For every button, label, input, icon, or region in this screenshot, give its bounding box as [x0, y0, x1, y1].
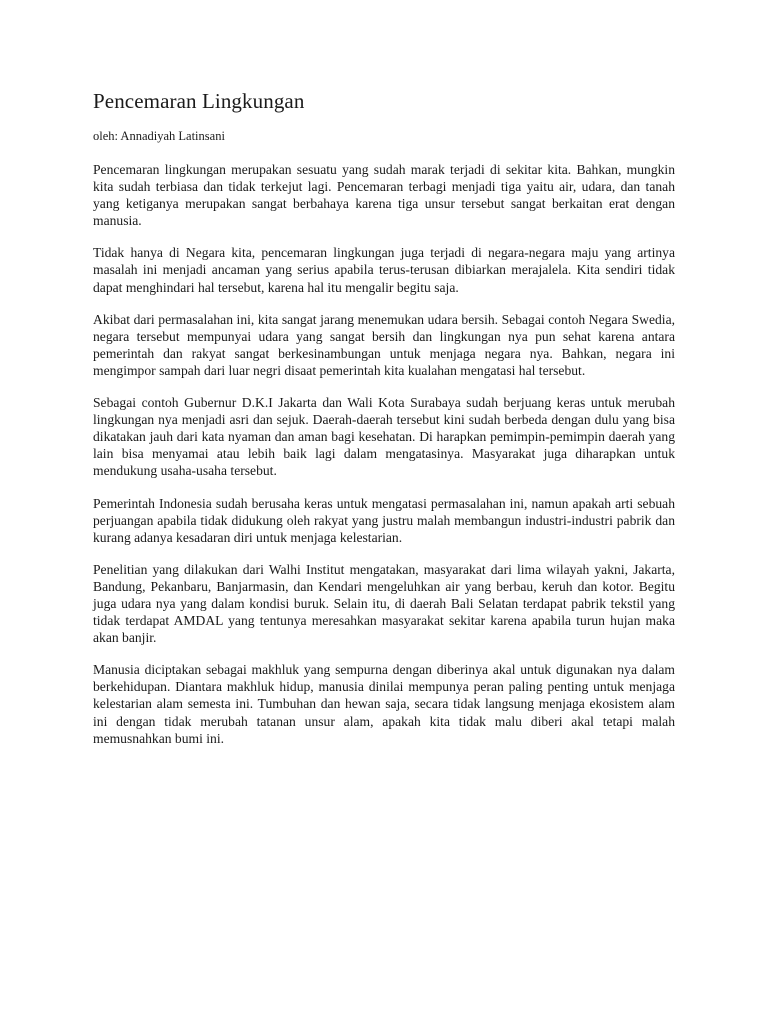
document-page: [93, 88, 675, 762]
document-title: Pencemaran Lingkungan: [93, 89, 305, 113]
paragraph-2: Tidak hanya di Negara kita, pencemaran lingkungan juga terjadi di negara-negara maju yang artinya masalah ini menjadi ancaman yang serius apabila terus-terusan dibiarkan merajalela. Kita sendiri tidak dapat menghindari hal tersebut, karena hal itu mengalir begitu saja.: [93, 245, 675, 295]
paragraph-4: Sebagai contoh Gubernur D.K.I Jakarta dan Wali Kota Surabaya sudah berjuang keras untuk merubah lingkungan nya menjadi asri dan sejuk. Daerah-daerah tersebut kini sudah berbeda dengan dulu yang bisa dikatakan jauh dari kata nyaman dan aman bagi kesehatan. Di harapkan pemimpin-pemimpin daerah yang lain bisa menyamai atau lebih baik lagi dalam mengatasinya. Masyarakat juga diharapkan untuk mendukung usaha-usaha tersebut.: [93, 395, 675, 479]
document-author: oleh: Annadiyah Latinsani: [93, 129, 225, 143]
paragraph-6: Penelitian yang dilakukan dari Walhi Institut mengatakan, masyarakat dari lima wilayah yakni, Jakarta, Bandung, Pekanbaru, Banjarmasin, dan Kendari mengeluhkan air yang berbau, keruh dan kotor. Begitu juga udara nya yang dalam kondisi buruk. Selain itu, di daerah Bali Selatan terdapat pabrik tekstil yang tidak terdapat AMDAL yang tentunya meresahkan masyarakat sekitar karena apabila turun hujan maka akan banjir.: [93, 561, 675, 646]
paragraph-5: Pemerintah Indonesia sudah berusaha keras untuk mengatasi permasalahan ini, namun apakah arti sebuah perjuangan apabila tidak didukung oleh rakyat yang justru malah membangun industri-industri pabrik dan kurang adanya kesadaran diri untuk menjaga kelestarian.: [93, 495, 675, 545]
paragraph-3: Akibat dari permasalahan ini, kita sangat jarang menemukan udara bersih. Sebagai contoh Negara Swedia, negara tersebut mempunyai udara yang sangat bersih dan lingkungan nya pun sehat karena antara pemerintah dan rakyat sangat berkesinambungan untuk menjaga negara nya. Bahkan, negara ini mengimpor sampah dari luar negri disaat pemerintah kita kualahan mengatasi hal tersebut.: [93, 311, 675, 378]
paragraph-1: Pencemaran lingkungan merupakan sesuatu yang sudah marak terjadi di sekitar kita. Bahkan, mungkin kita sudah terbiasa dan tidak terkejut lagi. Pencemaran terbagi menjadi tiga yaitu air, udara, dan tanah yang ketiganya merupakan sangat berbahaya karena tiga unsur tersebut sangat berkaitan erat dengan manusia.: [93, 162, 675, 229]
paragraph-7: Manusia diciptakan sebagai makhluk yang sempurna dengan diberinya akal untuk digunakan nya dalam berkehidupan. Diantara makhluk hidup, manusia dinilai mempunya peran paling penting untuk menjaga kelestarian alam semesta ini. Tumbuhan dan hewan saja, secara tidak langsung menjaga ekosistem alam ini dengan tidak merubah tatanan unsur alam, apakah kita tidak malu diberi akal tetapi malah memusnahkan bumi ini.: [93, 662, 675, 746]
